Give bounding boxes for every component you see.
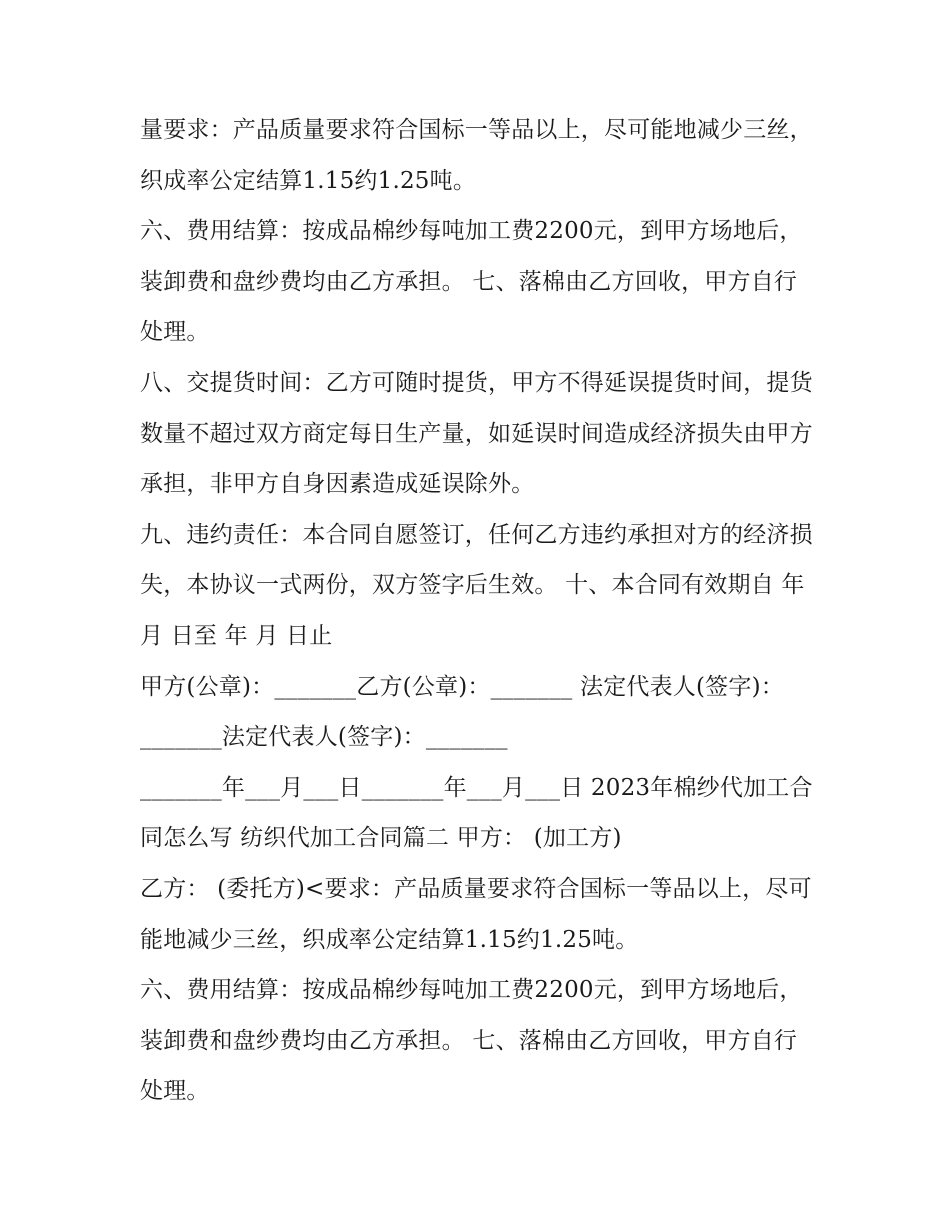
paragraph-fee-settlement: 六、费用结算：按成品棉纱每吨加工费2200元，到甲方场地后，装卸费和盘纱费均由乙方承担。 七、落棉由乙方回收，甲方自行处理。 [140, 218, 803, 346]
paragraph-breach-liability: 九、违约责任：本合同自愿签订，任何乙方违约承担对方的经济损失，本协议一式两份，双方签字后生效。 十、本合同有效期自 年 月 日至 年 月 日止 [140, 521, 813, 649]
document-body [140, 105, 820, 1117]
paragraph-party-b-requirement: 乙方： (委托方)<要求：产品质量要求符合国标一等品以上，尽可能地减少三丝，织成率公定结算1.15约1.25吨。 [140, 875, 812, 953]
paragraph-date-and-title: _______年___月___日_______年___月___日 2023年棉纱代加工合同怎么写 纺织代加工合同篇二 甲方： (加工方) [140, 774, 813, 852]
paragraph-quality-requirement: 量要求：产品质量要求符合国标一等品以上，尽可能地减少三丝，织成率公定结算1.15约1.25吨。 [140, 117, 813, 194]
paragraph-delivery-time: 八、交提货时间：乙方可随时提货，甲方不得延误提货时间，提货数量不超过双方商定每日生产量，如延误时间造成经济损失由甲方承担，非甲方自身因素造成延误除外。 [140, 369, 813, 498]
paragraph-signature-parties: 甲方(公章)：_______乙方(公章)：_______ 法定代表人(签字)：_______法定代表人(签字)：_______ [140, 673, 784, 751]
paragraph-fee-settlement-repeat: 六、费用结算：按成品棉纱每吨加工费2200元，到甲方场地后，装卸费和盘纱费均由乙方承担。 七、落棉由乙方回收，甲方自行处理。 [140, 977, 803, 1105]
